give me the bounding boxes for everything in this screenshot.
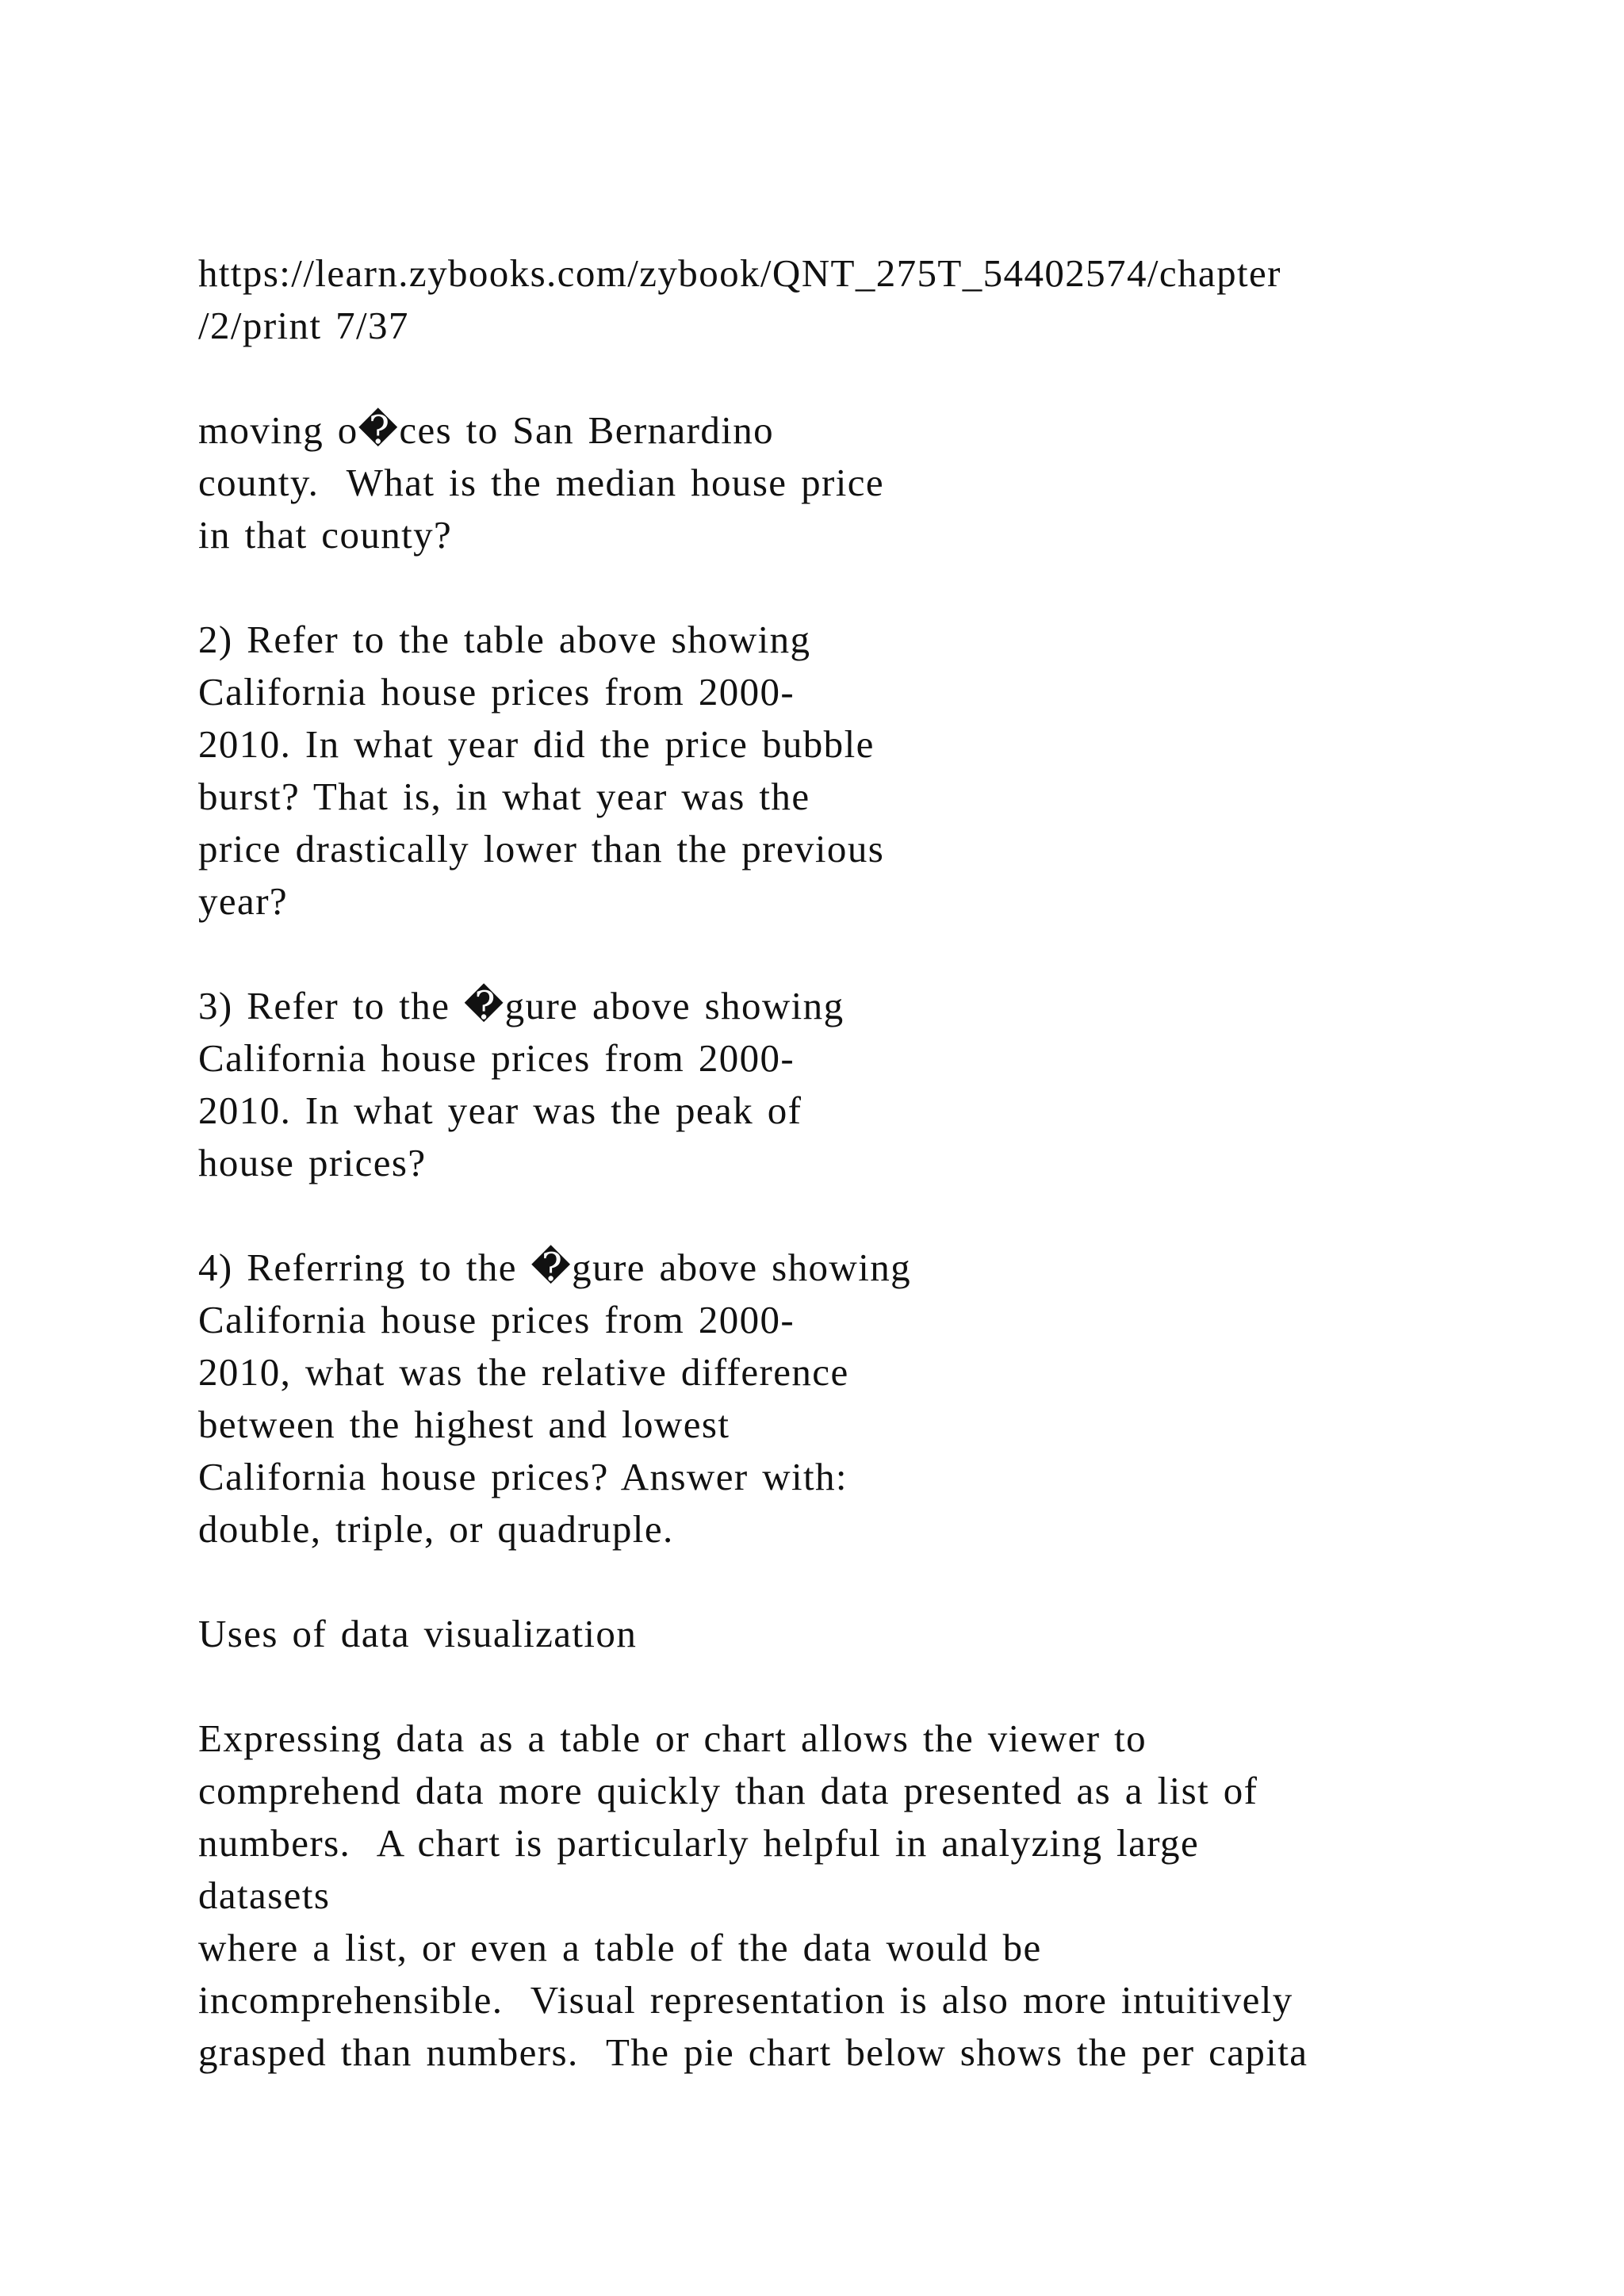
question-2-line: California house prices from 2000- xyxy=(198,670,795,714)
question-4-line: double, triple, or quadruple. xyxy=(198,1507,674,1551)
visualization-paragraph xyxy=(198,1712,1562,2079)
question-4-line: California house prices? Answer with: xyxy=(198,1455,848,1498)
question-3-text xyxy=(198,980,1562,1189)
paragraph-line: Expressing data as a table or chart allows the viewer to xyxy=(198,1716,1147,1760)
spacer xyxy=(198,1660,1562,1712)
paragraph-line: grasped than numbers. The pie chart below shows the per capita xyxy=(198,2030,1308,2074)
question-3-line: 2010. In what year was the peak of xyxy=(198,1089,802,1132)
question-4-line: California house prices from 2000- xyxy=(198,1298,795,1341)
source-url-line-2: /2/print 7/37 xyxy=(198,304,409,347)
question-1-text xyxy=(198,404,1562,561)
question-2-line: 2010. In what year did the price bubble xyxy=(198,722,875,766)
question-1-line: moving o�ces to San Bernardino xyxy=(198,408,775,452)
paragraph-line: where a list, or even a table of the data would be xyxy=(198,1926,1042,1969)
spacer xyxy=(198,1189,1562,1242)
question-2-line: burst? That is, in what year was the xyxy=(198,775,810,818)
question-3-line: 3) Refer to the �gure above showing xyxy=(198,984,845,1027)
question-2-line: year? xyxy=(198,879,289,923)
paragraph-line: incomprehensible. Visual representation is also more intuitively xyxy=(198,1978,1293,2022)
source-url-line-1: https://learn.zybooks.com/zybook/QNT_275T_54402574/chapter xyxy=(198,251,1281,295)
spacer xyxy=(198,561,1562,614)
question-1-line: county. What is the median house price xyxy=(198,461,885,504)
paragraph-line: datasets xyxy=(198,1873,331,1917)
document-body xyxy=(198,247,1562,2079)
question-4-line: 4) Referring to the �gure above showing xyxy=(198,1246,912,1289)
paragraph-line: numbers. A chart is particularly helpful in analyzing large xyxy=(198,1821,1200,1865)
question-2-line: 2) Refer to the table above showing xyxy=(198,618,811,661)
section-heading: Uses of data visualization xyxy=(198,1612,638,1655)
spacer xyxy=(198,928,1562,980)
paragraph-line: comprehend data more quickly than data presented as a list of xyxy=(198,1769,1258,1812)
spacer xyxy=(198,352,1562,404)
question-2-line: price drastically lower than the previous xyxy=(198,827,885,871)
question-1-line: in that county? xyxy=(198,513,453,557)
spacer xyxy=(198,1556,1562,1608)
question-2-text xyxy=(198,614,1562,928)
question-4-line: between the highest and lowest xyxy=(198,1402,730,1446)
question-4-line: 2010, what was the relative difference xyxy=(198,1350,849,1394)
question-3-line: house prices? xyxy=(198,1141,427,1184)
question-3-line: California house prices from 2000- xyxy=(198,1036,795,1080)
question-4-text xyxy=(198,1242,1562,1556)
